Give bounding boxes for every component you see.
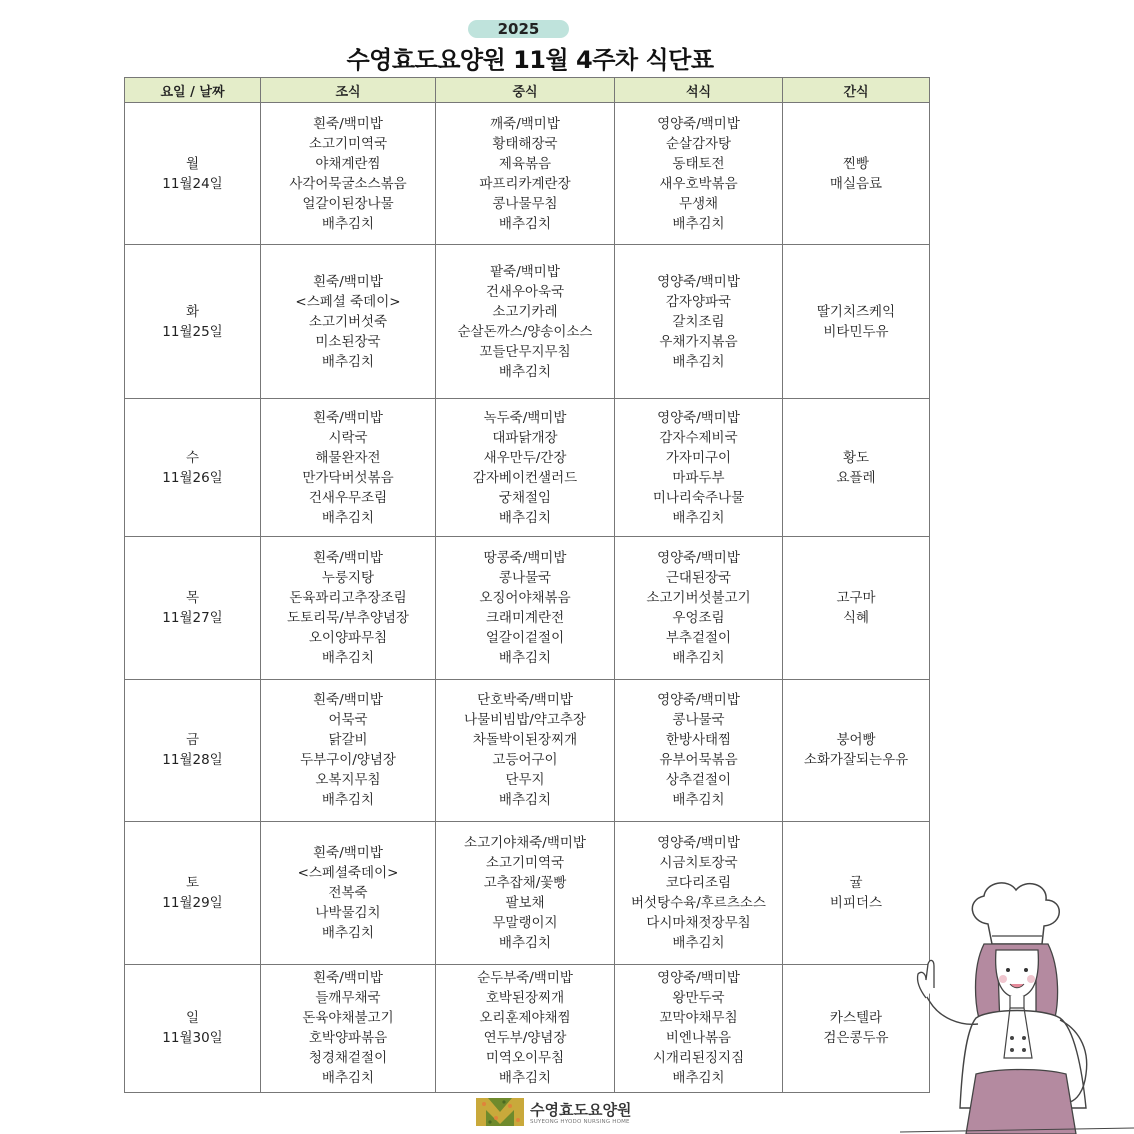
day-date-cell — [125, 245, 261, 399]
dinner-item: 영양죽/백미밥 — [657, 409, 740, 426]
breakfast-item: 흰죽/백미밥 — [313, 549, 383, 566]
breakfast-item: 흰죽/백미밥 — [313, 115, 383, 132]
snack-cell — [783, 679, 930, 821]
breakfast-cell — [261, 245, 436, 399]
dinner-item: 근대된장국 — [665, 569, 732, 586]
dinner-cell — [615, 245, 783, 399]
breakfast-item: 오복지무침 — [315, 772, 381, 789]
snack-item: 고구마 — [836, 589, 876, 606]
dinner-item: 배추김치 — [672, 215, 725, 232]
dinner-cell — [615, 399, 783, 537]
logo-name: 수영효도요양원 — [530, 1101, 632, 1119]
dinner-item: 영양죽/백미밥 — [657, 549, 740, 566]
table-header-row — [125, 78, 930, 103]
lunch-item: 크래미계란전 — [485, 609, 565, 626]
lunch-cell — [436, 399, 615, 537]
lunch-item: 단호박죽/백미밥 — [477, 692, 573, 709]
table-body — [125, 103, 930, 1093]
dinner-cell — [615, 103, 783, 245]
lunch-item: 오징어야채볶음 — [479, 589, 571, 606]
dinner-item: 시개리된징지짐 — [652, 1050, 745, 1067]
lunch-item: 얼갈이겉절이 — [485, 629, 565, 646]
dinner-item: 배추김치 — [672, 934, 725, 951]
dinner-item: 마파두부 — [672, 469, 725, 486]
lunch-cell — [436, 679, 615, 821]
snack-item: 식혜 — [842, 609, 870, 626]
dinner-item: 꼬막야채무침 — [659, 1010, 738, 1027]
date-label: 11월30일 — [162, 1030, 223, 1047]
snack-item: 찐빵 — [842, 155, 870, 172]
breakfast-item: 흰죽/백미밥 — [313, 970, 383, 987]
snack-item: 요플레 — [836, 469, 876, 486]
header-lunch: 중식 — [436, 78, 615, 103]
snack-cell — [783, 245, 930, 399]
breakfast-item: 배추김치 — [321, 924, 375, 941]
dinner-item: 배추김치 — [672, 1070, 725, 1087]
dinner-item: 소고기버섯불고기 — [646, 589, 751, 606]
lunch-cell — [436, 964, 615, 1092]
logo-subtitle: SUYEONG HYODO NURSING HOME — [530, 1119, 630, 1125]
breakfast-item: 흰죽/백미밥 — [313, 273, 383, 290]
dinner-item: 배추김치 — [672, 649, 725, 666]
breakfast-item: 흰죽/백미밥 — [313, 692, 383, 709]
table-row — [125, 679, 930, 821]
breakfast-item: 누룽지탕 — [321, 569, 375, 586]
day-label: 월 — [185, 155, 200, 172]
dinner-item: 배추김치 — [672, 792, 725, 809]
lunch-item: 연두부/양념장 — [483, 1030, 567, 1047]
dinner-item: 왕만두국 — [672, 990, 725, 1007]
dinner-item: 감자양파국 — [665, 293, 732, 310]
breakfast-item: 전복죽 — [328, 884, 368, 901]
lunch-item: 미역오이무침 — [485, 1050, 565, 1067]
breakfast-item: 야채계란찜 — [315, 155, 381, 172]
date-label: 11월28일 — [162, 752, 223, 769]
breakfast-item: 배추김치 — [321, 509, 375, 526]
lunch-item: 순두부죽/백미밥 — [477, 970, 573, 987]
date-label: 11월27일 — [162, 609, 223, 626]
breakfast-item: 소고기미역국 — [308, 135, 388, 152]
breakfast-item: 시락국 — [328, 429, 368, 446]
day-date-cell — [125, 964, 261, 1092]
snack-item: 소화가잘되는우유 — [803, 752, 909, 769]
lunch-item: 호박된장찌개 — [485, 990, 565, 1007]
dinner-item: 콩나물국 — [672, 712, 725, 729]
day-date-cell — [125, 821, 261, 964]
snack-cell — [783, 103, 930, 245]
year-badge: 2025 — [468, 20, 569, 38]
dinner-item: 영양죽/백미밥 — [657, 692, 740, 709]
breakfast-item: 배추김치 — [321, 649, 375, 666]
day-label: 목 — [185, 589, 200, 606]
lunch-item: 건새우아욱국 — [485, 283, 565, 300]
day-date-cell — [125, 399, 261, 537]
breakfast-item: 얼갈이된장나물 — [302, 195, 394, 212]
dinner-item: 감자수제비국 — [659, 429, 738, 446]
lunch-item: 대파닭개장 — [492, 429, 558, 446]
lunch-item: 파프리카계란장 — [479, 175, 571, 192]
breakfast-item: 도토리묵/부추양념장 — [287, 609, 409, 626]
date-label: 11월26일 — [162, 469, 223, 486]
lunch-item: 녹두죽/백미밥 — [483, 409, 567, 426]
day-label: 일 — [185, 1010, 200, 1027]
breakfast-cell — [261, 964, 436, 1092]
date-label: 11월25일 — [162, 323, 223, 340]
lunch-item: 제육볶음 — [498, 155, 552, 172]
lunch-cell — [436, 821, 615, 964]
table-row — [125, 245, 930, 399]
dinner-item: 순살감자탕 — [665, 135, 732, 152]
breakfast-item: 호박양파볶음 — [308, 1030, 388, 1047]
nursing-home-logo — [476, 1096, 676, 1130]
lunch-cell — [436, 537, 615, 679]
dinner-item: 새우호박볶음 — [659, 175, 738, 192]
lunch-item: 팔보채 — [505, 894, 545, 911]
lunch-item: 팥죽/백미밥 — [490, 263, 560, 280]
breakfast-item: 배추김치 — [321, 1070, 375, 1087]
dinner-item: 무생채 — [678, 195, 719, 212]
lunch-item: 무말랭이지 — [492, 914, 558, 931]
breakfast-item: 소고기버섯죽 — [308, 313, 388, 330]
lunch-item: 단무지 — [505, 772, 545, 789]
dinner-item: 우엉조림 — [672, 609, 725, 626]
breakfast-item: <스페셜죽데이> — [297, 864, 399, 881]
dinner-item: 유부어묵볶음 — [659, 752, 738, 769]
snack-item: 비피더스 — [829, 894, 883, 911]
dinner-item: 버섯탕수육/후르츠소스 — [631, 894, 766, 911]
breakfast-cell — [261, 399, 436, 537]
lunch-item: 배추김치 — [498, 649, 552, 666]
breakfast-cell — [261, 103, 436, 245]
snack-item: 비타민두유 — [823, 323, 889, 340]
dinner-cell — [615, 679, 783, 821]
dinner-item: 영양죽/백미밥 — [657, 834, 740, 851]
lunch-item: 꼬들단무지무침 — [479, 343, 571, 360]
breakfast-cell — [261, 821, 436, 964]
lunch-item: 소고기카레 — [492, 303, 558, 320]
breakfast-item: 오이양파무침 — [308, 629, 388, 646]
breakfast-item: 돈육꽈리고추장조림 — [289, 589, 407, 606]
header-breakfast: 조식 — [261, 78, 436, 103]
breakfast-item: 닭갈비 — [328, 732, 368, 749]
lunch-item: 황태해장국 — [492, 135, 558, 152]
dinner-item: 배추김치 — [672, 509, 725, 526]
day-label: 토 — [185, 874, 200, 891]
lunch-item: 고추잡채/꽃빵 — [483, 874, 567, 891]
table-row — [125, 821, 930, 964]
breakfast-item: <스페셜 죽데이> — [295, 293, 401, 310]
snack-item: 귤 — [849, 874, 863, 891]
dinner-item: 갈치조림 — [672, 313, 725, 330]
lunch-cell — [436, 103, 615, 245]
dinner-item: 우채가지볶음 — [659, 333, 738, 350]
snack-item: 붕어빵 — [836, 732, 876, 749]
lunch-item: 소고기미역국 — [485, 854, 565, 871]
dinner-item: 동태토전 — [672, 155, 725, 172]
breakfast-item: 배추김치 — [321, 353, 375, 370]
dinner-cell — [615, 964, 783, 1092]
day-label: 금 — [185, 732, 200, 749]
lunch-item: 배추김치 — [498, 215, 552, 232]
header-snack: 간식 — [783, 78, 930, 103]
dinner-item: 미나리숙주나물 — [652, 489, 745, 506]
lunch-item: 배추김치 — [498, 934, 552, 951]
snack-item: 카스텔라 — [829, 1010, 883, 1027]
dinner-cell — [615, 821, 783, 964]
lunch-item: 콩나물국 — [498, 569, 552, 586]
lunch-item: 차돌박이된장찌개 — [472, 732, 578, 749]
breakfast-item: 돈육야채불고기 — [302, 1010, 394, 1027]
lunch-item: 배추김치 — [498, 792, 552, 809]
breakfast-item: 어묵국 — [328, 712, 368, 729]
breakfast-item: 만가닥버섯볶음 — [302, 469, 394, 486]
lunch-item: 고등어구이 — [492, 752, 558, 769]
breakfast-item: 배추김치 — [321, 215, 375, 232]
breakfast-item: 배추김치 — [321, 792, 375, 809]
header-day-date: 요일 / 날짜 — [125, 78, 261, 103]
breakfast-item: 들깨무채국 — [315, 990, 381, 1007]
lunch-item: 감자베이컨샐러드 — [472, 469, 578, 486]
lunch-item: 배추김치 — [498, 1070, 552, 1087]
breakfast-cell — [261, 537, 436, 679]
dinner-item: 상추겉절이 — [665, 772, 732, 789]
breakfast-item: 사각어묵굴소스볶음 — [289, 175, 407, 192]
day-label: 화 — [185, 303, 200, 320]
snack-item: 황도 — [842, 449, 870, 466]
lunch-item: 땅콩죽/백미밥 — [483, 549, 567, 566]
lunch-item: 배추김치 — [498, 509, 552, 526]
snack-item: 매실음료 — [829, 175, 883, 192]
dinner-item: 부추겉절이 — [665, 629, 732, 646]
dinner-cell — [615, 537, 783, 679]
dinner-item: 시금치토장국 — [659, 854, 738, 871]
dinner-item: 영양죽/백미밥 — [657, 115, 740, 132]
breakfast-item: 청경채겉절이 — [308, 1050, 388, 1067]
table-row — [125, 537, 930, 679]
day-date-cell — [125, 103, 261, 245]
breakfast-item: 두부구이/양념장 — [300, 752, 396, 769]
dinner-item: 코다리조림 — [665, 874, 732, 891]
breakfast-item: 해물완자전 — [315, 449, 381, 466]
dinner-item: 한방사태찜 — [665, 732, 732, 749]
dinner-item: 영양죽/백미밥 — [657, 273, 740, 290]
day-label: 수 — [185, 449, 200, 466]
logo-mark-icon — [476, 1096, 524, 1128]
breakfast-item: 나박물김치 — [315, 904, 381, 921]
page-title: 수영효도요양원 11월 4주차 식단표 — [346, 46, 714, 74]
dinner-item: 가자미구이 — [665, 449, 732, 466]
lunch-cell — [436, 245, 615, 399]
lunch-item: 깨죽/백미밥 — [490, 115, 560, 132]
lunch-item: 콩나물무침 — [492, 195, 558, 212]
lunch-item: 오리훈제야채찜 — [479, 1010, 571, 1027]
breakfast-cell — [261, 679, 436, 821]
dinner-item: 영양죽/백미밥 — [657, 970, 740, 987]
lunch-item: 소고기야채죽/백미밥 — [464, 834, 586, 851]
day-date-cell — [125, 679, 261, 821]
dinner-item: 배추김치 — [672, 353, 725, 370]
breakfast-item: 흰죽/백미밥 — [313, 844, 383, 861]
day-date-cell — [125, 537, 261, 679]
meal-plan-table — [124, 77, 930, 1093]
table-row — [125, 399, 930, 537]
table-row — [125, 103, 930, 245]
breakfast-item: 흰죽/백미밥 — [313, 409, 383, 426]
snack-cell — [783, 537, 930, 679]
breakfast-item: 미소된장국 — [315, 333, 381, 350]
header-dinner: 석식 — [615, 78, 783, 103]
snack-item: 딸기치즈케익 — [816, 303, 896, 320]
lunch-item: 새우만두/간장 — [483, 449, 567, 466]
date-label: 11월29일 — [162, 894, 223, 911]
dinner-item: 비엔나볶음 — [665, 1030, 732, 1047]
lunch-item: 나물비빔밥/약고추장 — [464, 712, 586, 729]
lunch-item: 배추김치 — [498, 363, 552, 380]
lunch-item: 순살돈까스/양송이소스 — [457, 323, 593, 340]
breakfast-item: 건새우무조림 — [308, 489, 388, 506]
chef-illustration — [900, 878, 1134, 1134]
snack-cell — [783, 399, 930, 537]
table-row — [125, 964, 930, 1092]
dinner-item: 다시마채젓장무침 — [646, 914, 751, 931]
lunch-item: 궁채절임 — [498, 489, 552, 506]
snack-item: 검은콩두유 — [823, 1030, 889, 1047]
date-label: 11월24일 — [162, 175, 223, 192]
